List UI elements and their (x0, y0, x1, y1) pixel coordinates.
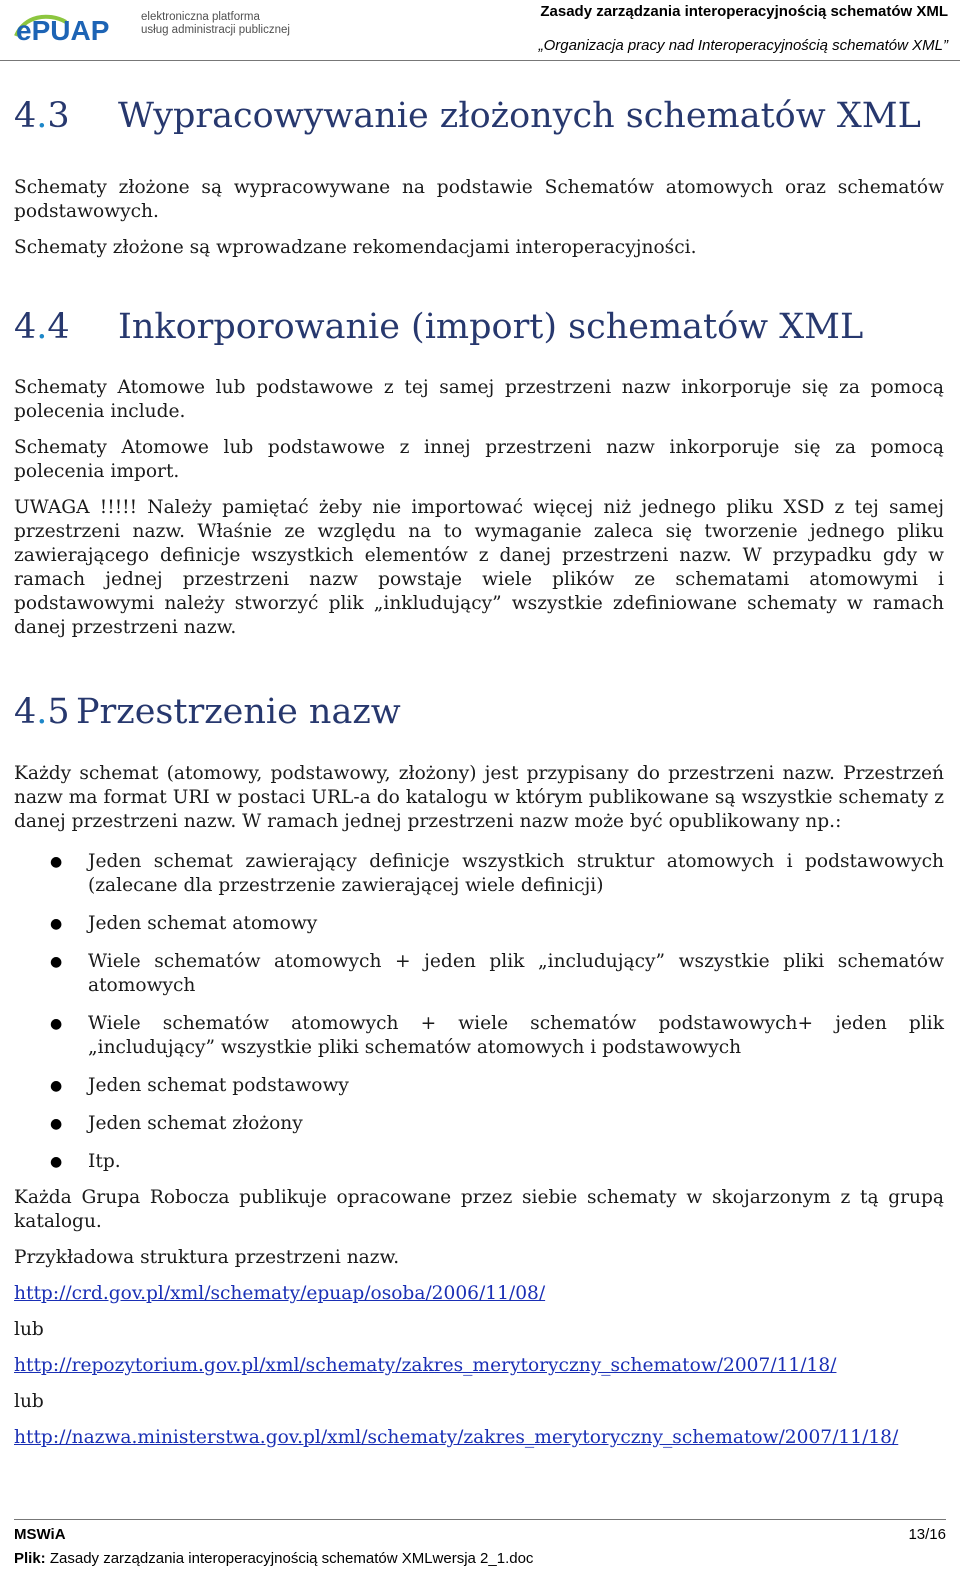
page-header (0, 0, 960, 62)
section-title: Przestrzenie nazw (76, 692, 401, 732)
header-titles (539, 2, 948, 56)
footer-divider (14, 1519, 946, 1520)
footer-org: MSWiA (14, 1526, 66, 1543)
logo-text: ePUAP (16, 15, 110, 44)
document-title: Zasady zarządzania interoperacyjnością schematów XML (540, 3, 948, 20)
bullet-icon: ● (50, 954, 63, 970)
namespace-link-ministerstwo[interactable]: http://nazwa.ministerstwa.gov.pl/xml/schematy/zakres_merytoryczny_schematow/2007/11/18/ (14, 1427, 899, 1448)
paragraph: Schematy złożone są wypracowywane na podstawie Schematów atomowych oraz schematów podstawowych. (14, 177, 944, 222)
paragraph: Schematy złożone są wprowadzane rekomendacjami interoperacyjności. (14, 237, 697, 258)
paragraph: Każda Grupa Robocza publikuje opracowane przez siebie schematy w skojarzonym z tą grupą katalogu. (14, 1187, 944, 1232)
footer-file (14, 1550, 533, 1567)
list-item: ● Jeden schemat atomowy (50, 913, 318, 934)
section-number-dot: . (36, 307, 48, 347)
page-number: 13/16 (908, 1526, 946, 1543)
bullet-icon: ● (50, 1116, 63, 1132)
file-name: Zasady zarządzania interoperacyjnością schematów XMLwersja 2_1.doc (49, 1550, 534, 1567)
page-footer (0, 1519, 960, 1591)
list-item: ● Wiele schematów atomowych + wiele schematów podstawowych+ jeden plik „includujący” wszystkie pliki schematów atomowych i podstawowych (50, 1013, 944, 1058)
section-number-dot: . (36, 96, 48, 136)
paragraph: Schematy Atomowe lub podstawowe z innej przestrzeni nazw inkorporuje się za pomocą polecenia import. (14, 437, 944, 482)
logo-subtitle-line-2: usług administracji publicznej (141, 24, 290, 36)
or-label: lub (14, 1319, 44, 1340)
link-line (14, 1282, 944, 1306)
list-item: ● Jeden schemat zawierający definicje wszystkich struktur atomowych i podstawowych (zalecane dla przestrzenie zawierającej wiele definicji) (50, 851, 944, 896)
list-item: ● Jeden schemat podstawowy (50, 1075, 349, 1096)
paragraph: Każdy schemat (atomowy, podstawowy, złożony) jest przypisany do przestrzeni nazw. Przestrzeń nazw ma format URI w postaci URL-a do katalogu w którym publikowane są wszystkie schematy z danej przestrzeni nazw. W ramach jednej przestrzeni nazw może być opublikowany np.: (14, 763, 944, 832)
epuap-logo (14, 8, 304, 44)
section-heading-4-3 (14, 94, 944, 138)
document-body (14, 92, 944, 1450)
or-label: lub (14, 1391, 44, 1412)
section-number: 4.3 (14, 96, 70, 136)
bullet-icon: ● (50, 1016, 63, 1032)
bullet-icon: ● (50, 1078, 63, 1094)
section-number: 4.5 (14, 692, 70, 732)
warning-paragraph: UWAGA !!!!! Należy pamiętać żeby nie importować więcej niż jednego pliku XSD z tej samej przestrzeni nazw. Właśnie ze względu na to wymaganie zaleca się tworzenie jednego pliku zawierającego definicje wszystkich elementów z danej przestrzeni nazw. W przypadku gdy w ramach jednej przestrzeni nazw powstaje wiele plików ze schematami atomowymi i podstawowymi należy stworzyć plik „inkludujący” wszystkie zdefiniowane schematy w ramach danej przestrzeni nazw. (14, 497, 944, 638)
document-subtitle: „Organizacja pracy nad Interoperacyjnością schematów XML” (538, 37, 948, 54)
header-divider (0, 60, 960, 61)
bullet-icon: ● (50, 1154, 63, 1170)
epuap-logo-icon (14, 10, 136, 44)
logo-subtitle (141, 11, 290, 37)
list-item: ● Itp. (50, 1151, 121, 1172)
link-line (14, 1354, 944, 1378)
section-number-dot: . (36, 692, 48, 732)
list-item: ● Jeden schemat złożony (50, 1113, 303, 1134)
bullet-icon: ● (50, 854, 63, 870)
paragraph: Przykładowa struktura przestrzeni nazw. (14, 1247, 400, 1268)
paragraph: Schematy Atomowe lub podstawowe z tej samej przestrzeni nazw inkorporuje się za pomocą polecenia include. (14, 377, 944, 422)
bullet-icon: ● (50, 916, 63, 932)
section-title: Inkorporowanie (import) schematów XML (118, 307, 864, 347)
section-heading-4-4 (14, 305, 944, 349)
section-heading-4-5 (14, 690, 944, 734)
namespace-link-crd[interactable]: http://crd.gov.pl/xml/schematy/epuap/osoba/2006/11/08/ (14, 1283, 546, 1304)
link-line (14, 1426, 944, 1450)
logo-subtitle-line-1: elektroniczna platforma (141, 11, 260, 23)
section-number: 4.4 (14, 307, 70, 347)
file-label: Plik: (14, 1550, 46, 1567)
namespace-link-repozytorium[interactable]: http://repozytorium.gov.pl/xml/schematy/zakres_merytoryczny_schematow/2007/11/18/ (14, 1355, 837, 1376)
list-item: ● Wiele schematów atomowych + jeden plik „includujący” wszystkie pliki schematów atomowych (50, 951, 944, 996)
namespace-options-list (14, 850, 944, 1174)
section-title: Wypracowywanie złożonych schematów XML (118, 96, 921, 136)
